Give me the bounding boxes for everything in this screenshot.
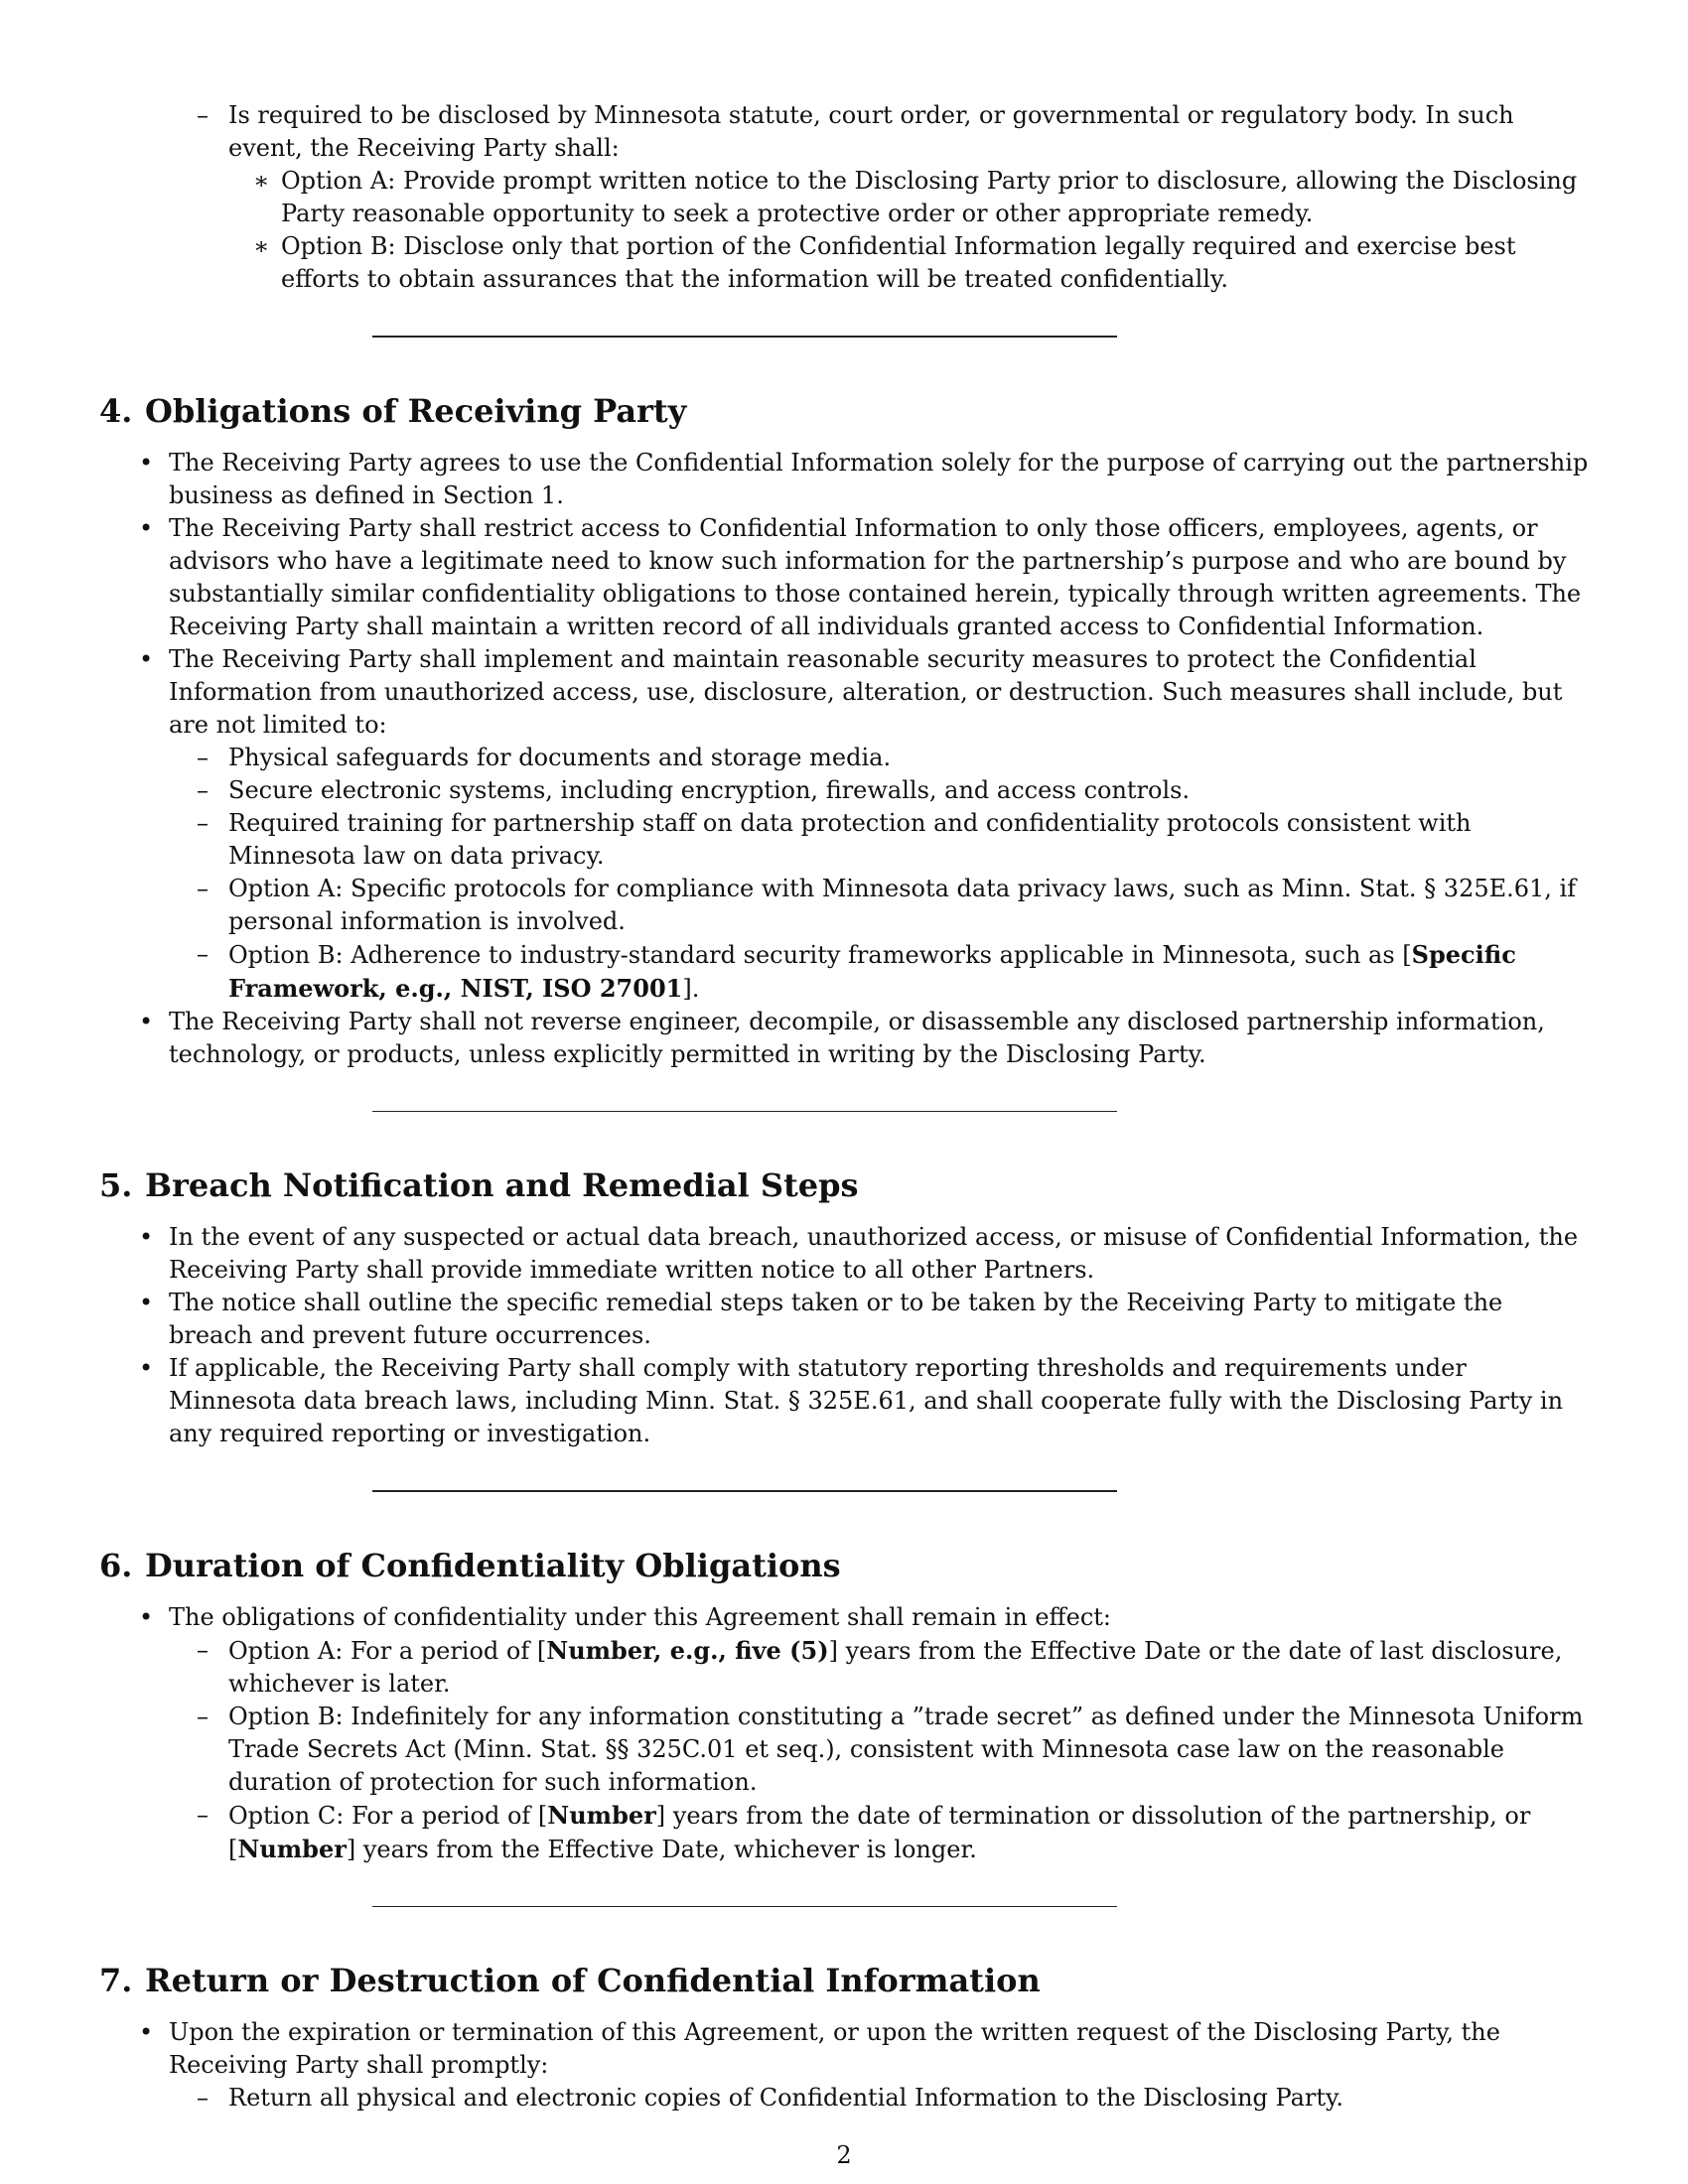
list-item	[99, 1601, 1589, 1866]
section-heading-5	[99, 1165, 1589, 1205]
section-number: 6.	[99, 1547, 133, 1584]
section-4-list	[99, 447, 1589, 1071]
section-title: Obligations of Receiving Party	[145, 392, 687, 430]
list-item: – Option A: Specific protocols for compliance with Minnesota data privacy laws, such as Minn. Stat. § 325E.61, if personal information is involved.	[169, 873, 1589, 938]
sub-list	[169, 742, 1589, 1006]
section-heading-4	[99, 391, 1589, 431]
sub-list	[169, 2082, 1589, 2115]
section-divider	[372, 1111, 1117, 1112]
section-divider	[372, 336, 1117, 338]
list-item	[169, 938, 1589, 1006]
section-title: Return or Destruction of Confidential Information	[145, 1962, 1041, 1999]
list-item: – Physical safeguards for documents and storage media.	[169, 742, 1589, 774]
list-item	[169, 1634, 1589, 1701]
list-item: ∗ Option B: Disclose only that portion of the Confidential Information legally required and exercise best efforts to obtain assurances that the information will be treated confidentially.	[228, 230, 1589, 296]
placeholder-bold: Number	[547, 1801, 656, 1830]
sub-list	[228, 165, 1589, 296]
text-run: Option B: Adherence to industry-standard security frameworks applicable in Minnesota, such as [	[228, 941, 1412, 969]
list-item: • The Receiving Party agrees to use the Confidential Information solely for the purpose of carrying out the partnership business as defined in Section 1.	[99, 447, 1589, 512]
section-heading-6	[99, 1546, 1589, 1585]
list-item-text: Upon the expiration or termination of this Agreement, or upon the written request of the Disclosing Party, the Receiving Party shall promptly:	[169, 2018, 1500, 2079]
list-item-text: The obligations of confidentiality under this Agreement shall remain in effect:	[169, 1603, 1111, 1631]
placeholder-bold: Specific Framework, e.g., NIST, ISO 27001	[228, 940, 1516, 1003]
list-item: – Option B: Indefinitely for any information constituting a ”trade secret” as defined under the Minnesota Uniform Trade Secrets Act (Minn. Stat. §§ 325C.01 et seq.), consistent with Minnesota case law on the reasonable duration of protection for such information.	[169, 1701, 1589, 1799]
list-item-text: Is required to be disclosed by Minnesota statute, court order, or governmental or regulatory body. In such event, the Receiving Party shall:	[228, 101, 1514, 162]
text-run: Option C: For a period of [	[228, 1802, 548, 1830]
section-7-list	[99, 2016, 1589, 2115]
list-item: • The notice shall outline the specific remedial steps taken or to be taken by the Receiving Party to mitigate the breach and prevent future occurrences.	[99, 1287, 1589, 1352]
list-item: – Return all physical and electronic copies of Confidential Information to the Disclosing Party.	[169, 2082, 1589, 2115]
list-item	[99, 2016, 1589, 2115]
list-item	[169, 99, 1589, 296]
list-item	[99, 643, 1589, 1006]
list-item-text: The Receiving Party shall implement and maintain reasonable security measures to protect the Confidential Information from unauthorized access, use, disclosure, alteration, or destruction. Such measures shall include, but are not limited to:	[169, 645, 1563, 739]
section-number: 4.	[99, 392, 133, 430]
list-item: • The Receiving Party shall restrict access to Confidential Information to only those officers, employees, agents, or advisors who have a legitimate need to know such information for the partnership’s purpose and who are bound by substantially similar confidentiality obligations to those contained herein, typically through written agreements. The Receiving Party shall maintain a written record of all individuals granted access to Confidential Information.	[99, 512, 1589, 643]
text-run: ] years from the Effective Date or the date of last disclosure, whichever is later.	[228, 1637, 1563, 1698]
list-item: • If applicable, the Receiving Party shall comply with statutory reporting thresholds and requirements under Minnesota data breach laws, including Minn. Stat. § 325E.61, and shall cooperate fully with the Disclosing Party in any required reporting or investigation.	[99, 1352, 1589, 1450]
section-heading-7	[99, 1961, 1589, 2000]
list-item: – Secure electronic systems, including encryption, firewalls, and access controls.	[169, 774, 1589, 807]
sub-list	[169, 1634, 1589, 1866]
list-item: – Required training for partnership staff on data protection and confidentiality protocols consistent with Minnesota law on data privacy.	[169, 807, 1589, 873]
placeholder-bold: Number, e.g., five (5)	[546, 1636, 829, 1665]
page-content	[99, 99, 1589, 2115]
list-item: • In the event of any suspected or actual data breach, unauthorized access, or misuse of Confidential Information, the Receiving Party shall provide immediate written notice to all other Partners.	[99, 1221, 1589, 1287]
text-run: ] years from the date of termination or dissolution of the partnership, or [	[228, 1802, 1531, 1863]
placeholder-bold: Number	[237, 1835, 347, 1863]
section-number: 7.	[99, 1962, 133, 1999]
section-5-list	[99, 1221, 1589, 1450]
section-title: Breach Notification and Remedial Steps	[145, 1166, 859, 1204]
text-run: ] years from the Effective Date, whichever is longer.	[346, 1836, 977, 1863]
list-item: • The Receiving Party shall not reverse engineer, decompile, or disassemble any disclosed partnership information, technology, or products, unless explicitly permitted in writing by the Disclosing Party.	[99, 1006, 1589, 1071]
list-item: ∗ Option A: Provide prompt written notice to the Disclosing Party prior to disclosure, allowing the Disclosing Party reasonable opportunity to seek a protective order or other appropriate remedy.	[228, 165, 1589, 230]
text-run: ].	[682, 975, 700, 1003]
section-divider	[372, 1490, 1117, 1492]
section-6-list	[99, 1601, 1589, 1866]
continued-list	[169, 99, 1589, 296]
list-item	[169, 1799, 1589, 1866]
section-title: Duration of Confidentiality Obligations	[145, 1547, 841, 1584]
section-number: 5.	[99, 1166, 133, 1204]
section-divider	[372, 1906, 1117, 1907]
text-run: Option A: For a period of [	[228, 1637, 547, 1665]
page-number: 2	[836, 2141, 852, 2169]
